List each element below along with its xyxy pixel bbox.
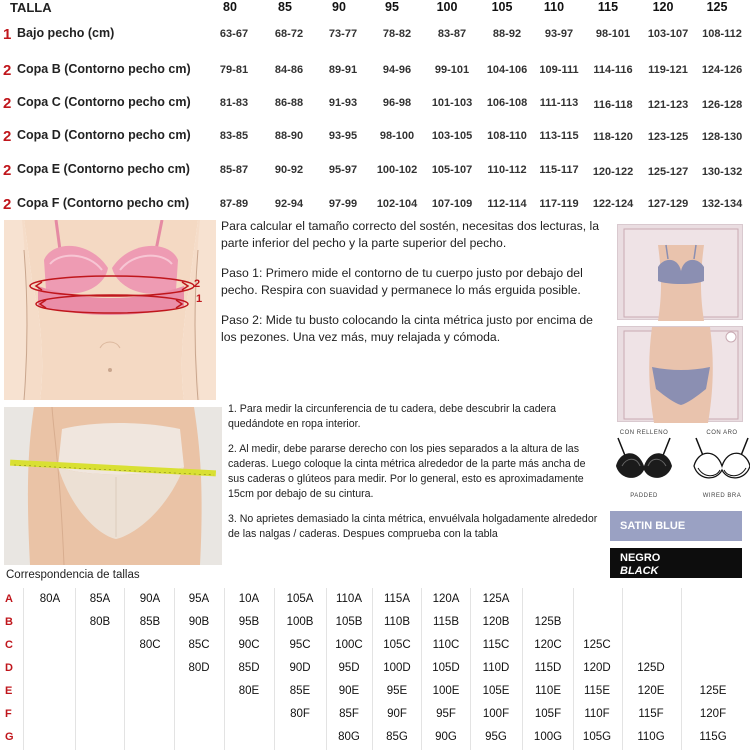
size-cell: 94-96	[382, 64, 412, 76]
size-cell: 63-67	[219, 28, 249, 40]
correspondence-cell: 115A	[383, 593, 410, 605]
size-cell: 73-77	[328, 28, 358, 40]
size-cell: 81-83	[219, 97, 249, 109]
size-cell: 113-115	[539, 130, 579, 142]
intro-text: Para calcular el tamaño correcto del sostén, necesitas dos lecturas, la parte inferior del pecho y la parte superior del pecho.	[221, 219, 600, 250]
correspondence-cell: 90F	[387, 708, 407, 720]
correspondence-cell: 80B	[89, 616, 111, 628]
size-table-row	[0, 162, 750, 184]
size-header-cell: 100	[436, 0, 458, 14]
chest-marker-2: 2	[194, 278, 201, 290]
row-letter: C	[5, 639, 13, 651]
correspondence-cell: 125A	[482, 593, 510, 605]
row-letter: B	[5, 616, 13, 628]
size-cell: 88-92	[492, 28, 522, 40]
correspondence-cell: 105E	[482, 685, 510, 697]
size-header-cell: 110	[543, 0, 565, 14]
correspondence-cell: 105B	[335, 616, 363, 628]
size-cell: 112-114	[487, 198, 527, 210]
correspondence-cell: 110F	[584, 708, 610, 720]
correspondence-cell: 95B	[238, 616, 260, 628]
size-cell: 122-124	[592, 198, 634, 210]
size-table-header	[0, 0, 750, 22]
size-cell: 105-107	[431, 164, 473, 176]
correspondence-cell: 105D	[432, 662, 460, 674]
correspondence-cell: 80E	[238, 685, 260, 697]
size-cell: 103-107	[647, 28, 689, 40]
size-cell: 128-130	[701, 131, 743, 143]
size-cell: 101-103	[431, 97, 473, 109]
size-cell: 92-94	[274, 198, 304, 210]
size-cell: 95-97	[328, 164, 358, 176]
size-cell: 110-112	[487, 164, 527, 176]
size-header-cell: 95	[385, 0, 399, 14]
correspondence-cell: 120A	[432, 593, 460, 605]
wired-cup-illustration	[690, 430, 750, 508]
correspondence-cell: 120B	[482, 616, 510, 628]
hip-step1-text: 1. Para medir la circunferencia de tu cadera, debe descubrir la cadera quedándote en ropa interior.	[228, 403, 556, 430]
correspondence-cell: 110G	[637, 731, 665, 743]
size-cell: 91-93	[328, 97, 358, 109]
size-header-cell: 80	[223, 0, 237, 14]
correspondence-cell: 100C	[335, 639, 363, 651]
hip-measurement-illustration	[4, 407, 222, 565]
size-cell: 103-105	[431, 130, 473, 142]
row-label: Copa C (Contorno pecho cm)	[17, 95, 191, 109]
size-cell: 123-125	[647, 131, 689, 143]
correspondence-cell: 85A	[89, 593, 111, 605]
correspondence-cell: 85C	[188, 639, 210, 651]
correspondence-cell: 115B	[432, 616, 459, 628]
size-cell: 108-112	[702, 28, 742, 40]
correspondence-cell: 85B	[139, 616, 161, 628]
color-black-label: BLACK	[620, 565, 659, 577]
size-table-row	[0, 95, 750, 117]
size-cell: 86-88	[274, 97, 304, 109]
chest-marker-1: 1	[196, 293, 203, 305]
size-cell: 117-119	[539, 198, 579, 210]
row-marker: 2	[3, 196, 12, 213]
row-letter: E	[5, 685, 13, 697]
size-cell: 88-90	[274, 130, 304, 142]
correspondence-cell: 110A	[335, 593, 362, 605]
correspondence-cell: 120D	[583, 662, 611, 674]
correspondence-cell: 95D	[338, 662, 360, 674]
correspondence-row	[0, 593, 750, 615]
row-letter: A	[5, 593, 13, 605]
correspondence-cell: 125B	[534, 616, 562, 628]
size-cell: 126-128	[701, 99, 743, 111]
correspondence-cell: 110E	[534, 685, 561, 697]
correspondence-cell: 110D	[482, 662, 510, 674]
size-cell: 114-116	[593, 64, 633, 76]
wired-bottom-label: WIRED BRA	[702, 493, 742, 499]
size-cell: 104-106	[486, 64, 528, 76]
correspondence-cell: 100G	[533, 731, 563, 743]
size-cell: 109-111	[539, 64, 579, 76]
size-cell: 125-127	[647, 166, 689, 178]
correspondence-cell: 85D	[238, 662, 260, 674]
size-cell: 90-92	[274, 164, 304, 176]
size-cell: 98-101	[595, 28, 631, 40]
size-table-row	[0, 26, 750, 48]
correspondence-cell: 105A	[286, 593, 314, 605]
correspondence-cell: 95G	[485, 731, 507, 743]
correspondence-row	[0, 662, 750, 684]
correspondence-cell: 115G	[699, 731, 727, 743]
correspondence-cell: 95C	[289, 639, 311, 651]
correspondence-cell: 105F	[534, 708, 562, 720]
correspondence-cell: 120C	[534, 639, 562, 651]
size-header-cell: 120	[652, 0, 674, 14]
correspondence-cell: 90B	[188, 616, 210, 628]
correspondence-cell: 115F	[638, 708, 664, 720]
size-header-cell: 90	[332, 0, 346, 14]
size-cell: 124-126	[701, 64, 743, 76]
correspondence-cell: 115E	[583, 685, 610, 697]
size-cell: 121-123	[647, 99, 689, 111]
correspondence-cell: 125D	[637, 662, 665, 674]
size-header-cell: 85	[278, 0, 292, 14]
size-cell: 100-102	[376, 164, 418, 176]
size-cell: 87-89	[219, 198, 249, 210]
size-cell: 96-98	[382, 97, 412, 109]
correspondence-cell: 90G	[435, 731, 457, 743]
correspondence-cell: 115D	[534, 662, 562, 674]
padded-cup-illustration	[612, 430, 676, 508]
size-cell: 99-101	[434, 64, 470, 76]
correspondence-cell: 90C	[238, 639, 260, 651]
correspondence-cell: 90D	[289, 662, 311, 674]
size-cell: 106-108	[486, 97, 528, 109]
wired-top-label: CON ARO	[706, 430, 738, 436]
correspondence-cell: 85F	[339, 708, 359, 720]
size-cell: 93-95	[328, 130, 358, 142]
size-cell: 107-109	[431, 198, 473, 210]
correspondence-cell: 120E	[637, 685, 665, 697]
size-cell: 132-134	[701, 198, 743, 210]
row-marker: 2	[3, 162, 12, 179]
color-black-badge	[610, 548, 742, 578]
padded-bottom-label: PADDED	[630, 493, 658, 499]
correspondence-cell: 85G	[386, 731, 408, 743]
correspondence-cell: 100E	[432, 685, 460, 697]
size-cell: 120-122	[592, 166, 634, 178]
size-table-row	[0, 128, 750, 150]
size-cell: 119-121	[648, 64, 688, 76]
product-panty-image	[617, 326, 743, 422]
size-cell: 130-132	[701, 166, 743, 178]
correspondence-cell: 80A	[39, 593, 61, 605]
size-cell: 85-87	[219, 164, 249, 176]
size-cell: 78-82	[382, 28, 412, 40]
row-marker: 2	[3, 62, 12, 79]
correspondence-cell: 105G	[582, 731, 612, 743]
correspondence-cell: 90E	[338, 685, 360, 697]
size-cell: 115-117	[539, 164, 579, 176]
correspondence-cell: 125E	[699, 685, 727, 697]
size-cell: 98-100	[379, 130, 415, 142]
size-header-cell: 125	[706, 0, 728, 14]
correspondence-cell: 10A	[238, 593, 260, 605]
size-header-cell: 105	[491, 0, 513, 14]
size-cell: 102-104	[376, 198, 418, 210]
color-satin-blue-badge: SATIN BLUE	[610, 511, 742, 541]
hip-step2-text: 2. Al medir, debe pararse derecho con los pies separados a la altura de las caderas. Luego coloque la cinta métrica alrededor de la parte más ancha de sus caderas o glúteos para medir. Por lo general, esto es aproximadamente 15cm por debajo de su cintura.	[228, 443, 586, 500]
padded-bra-icon	[612, 436, 676, 488]
correspondence-cell: 95A	[188, 593, 210, 605]
correspondence-cell: 100F	[482, 708, 510, 720]
correspondence-cell: 95F	[436, 708, 456, 720]
correspondence-cell: 115C	[482, 639, 510, 651]
correspondence-cell: 100D	[383, 662, 411, 674]
size-cell: 127-129	[647, 198, 689, 210]
correspondence-cell: 80C	[139, 639, 161, 651]
correspondence-cell: 80G	[338, 731, 360, 743]
correspondence-cell: 80D	[188, 662, 210, 674]
row-letter: D	[5, 662, 13, 674]
size-cell: 108-110	[487, 130, 527, 142]
size-cell: 89-91	[328, 64, 358, 76]
row-label: Copa B (Contorno pecho cm)	[17, 62, 191, 76]
product-bra-image	[617, 224, 743, 320]
chest-measurement-illustration	[4, 220, 216, 400]
correspondence-cell: 100B	[286, 616, 314, 628]
correspondence-row	[0, 708, 750, 730]
correspondence-cell: 80F	[290, 708, 310, 720]
size-cell: 83-87	[437, 28, 467, 40]
size-cell: 79-81	[219, 64, 249, 76]
correspondence-cell: 85E	[289, 685, 311, 697]
correspondence-cell: 125C	[583, 639, 611, 651]
size-cell: 84-86	[274, 64, 304, 76]
size-cell: 116-118	[593, 99, 633, 111]
correspondence-row	[0, 616, 750, 638]
correspondence-row	[0, 639, 750, 661]
correspondence-cell: 110C	[432, 639, 460, 651]
hips-tape-drawing	[4, 407, 222, 565]
size-cell: 118-120	[593, 131, 633, 143]
row-label: Copa D (Contorno pecho cm)	[17, 128, 191, 142]
row-marker: 1	[3, 26, 12, 43]
size-cell: 83-85	[219, 130, 249, 142]
correspondence-cell: 90A	[139, 593, 161, 605]
size-cell: 97-99	[328, 198, 358, 210]
wired-bra-icon	[690, 436, 750, 488]
size-table-row	[0, 62, 750, 84]
row-marker: 2	[3, 128, 12, 145]
torso-bra-drawing	[4, 220, 216, 400]
row-label: Copa E (Contorno pecho cm)	[17, 162, 190, 176]
row-label: Copa F (Contorno pecho cm)	[17, 196, 190, 210]
correspondence-cell: 110B	[383, 616, 410, 628]
row-letter: F	[5, 708, 12, 720]
correspondence-title: Correspondencia de tallas	[6, 569, 140, 581]
hip-measure-instructions	[228, 402, 598, 552]
correspondence-cell: 95E	[386, 685, 408, 697]
size-header-cell: 115	[597, 0, 619, 14]
color-negro-label: NEGRO	[620, 552, 661, 564]
padded-top-label: CON RELLENO	[619, 430, 669, 436]
correspondence-cell: 120F	[699, 708, 727, 720]
talla-label: TALLA	[10, 0, 52, 15]
correspondence-cell: 105C	[383, 639, 411, 651]
step1-text: Paso 1: Primero mide el contorno de tu cuerpo justo por debajo del pecho. Respira con suavidad y permanece lo más erguida posible.	[221, 266, 583, 297]
correspondence-row	[0, 685, 750, 707]
size-table-row	[0, 196, 750, 218]
row-marker: 2	[3, 95, 12, 112]
row-letter: G	[5, 731, 14, 743]
size-cell: 111-113	[539, 97, 579, 109]
hip-step3-text: 3. No aprietes demasiado la cinta métrica, envuélvala holgadamente alrededor de las nalgas / caderas. Despues comprueba con la tabla	[228, 513, 598, 540]
step2-text: Paso 2: Mide tu busto colocando la cinta métrica justo por encima de los pezones. Una vez más, muy relajada y cómoda.	[221, 313, 593, 344]
row-label: Bajo pecho (cm)	[17, 26, 115, 40]
size-cell: 93-97	[544, 28, 574, 40]
size-cell: 68-72	[274, 28, 304, 40]
bra-measure-instructions	[221, 218, 611, 359]
